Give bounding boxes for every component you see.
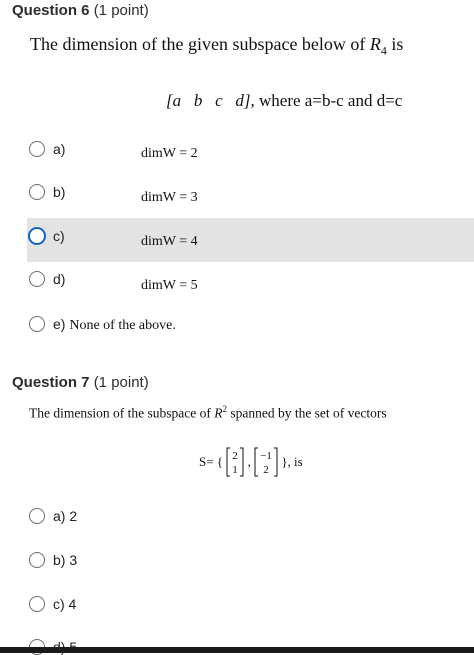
q6-option-c-text: dimW = 4 [141, 234, 198, 249]
set-prefix: S= { [199, 454, 224, 469]
question-7-prompt-sup: 2 [222, 404, 227, 414]
question-6-prompt-is: is [391, 34, 404, 54]
vector-set-expression [199, 446, 303, 478]
q7-option-b-radio[interactable] [29, 552, 45, 568]
vector-1-top: 2 [232, 450, 239, 462]
question-6-prompt-sub: 4 [380, 43, 387, 58]
question-7-title: Question 7 [12, 374, 90, 391]
vector-2 [254, 446, 278, 478]
q6-option-d-radio[interactable] [29, 271, 45, 287]
question-6-prompt-text: The dimension of the given subspace below of [30, 34, 366, 54]
question-7-points: (1 point) [93, 374, 149, 391]
q6-option-c-radio[interactable] [28, 227, 46, 245]
q6-option-c-label[interactable]: c) [53, 228, 65, 244]
question-7-header [12, 374, 149, 391]
q7-option-b-label[interactable]: b) 3 [53, 552, 78, 568]
question-7-prompt-start: The dimension of the subspace of [29, 405, 211, 421]
question-6-vector-condition: , where a=b-c and d=c [250, 91, 403, 110]
q6-option-b-radio[interactable] [29, 184, 45, 200]
question-6-points: (1 point) [93, 2, 149, 19]
q6-option-b-text: dimW = 3 [141, 190, 198, 205]
q6-option-e-radio[interactable] [29, 316, 45, 332]
question-7-prompt-R: R [214, 405, 223, 421]
vector-2-top: −1 [260, 450, 272, 462]
question-6-title: Question 6 [12, 2, 90, 19]
question-6-vector [166, 91, 402, 111]
question-7-prompt [29, 404, 387, 422]
q6-option-a-text: dimW = 2 [141, 146, 198, 161]
q6-option-d-label[interactable]: d) [53, 271, 66, 287]
q7-option-a-radio[interactable] [29, 508, 45, 524]
q6-option-e-label[interactable] [53, 316, 176, 334]
question-6-header [12, 2, 149, 19]
vector-2-bottom: 2 [263, 464, 269, 476]
bottom-edge-bar [0, 647, 474, 653]
question-7-prompt-end: spanned by the set of vectors [230, 405, 387, 421]
selected-option-highlight [27, 218, 474, 262]
set-suffix: }, is [281, 454, 303, 469]
question-6-vector-text: [a b c d] [166, 91, 251, 110]
q7-option-a-label[interactable]: a) 2 [53, 508, 78, 524]
q6-option-e-text: None of the above. [69, 318, 176, 333]
q7-option-c-label[interactable]: c) 4 [53, 596, 77, 612]
vector-1-bottom: 1 [232, 464, 239, 476]
q6-option-d-text: dimW = 5 [141, 278, 198, 293]
question-6-prompt-R: R [369, 34, 381, 54]
q6-option-b-label[interactable]: b) [53, 184, 66, 200]
q6-option-e-letter: e) [53, 316, 66, 332]
question-6-prompt [30, 34, 403, 59]
vector-1 [226, 446, 244, 478]
q6-option-a-radio[interactable] [29, 141, 45, 157]
vector-separator: , [247, 454, 251, 469]
q6-option-a-label[interactable]: a) [53, 141, 66, 157]
q7-option-c-radio[interactable] [29, 596, 45, 612]
